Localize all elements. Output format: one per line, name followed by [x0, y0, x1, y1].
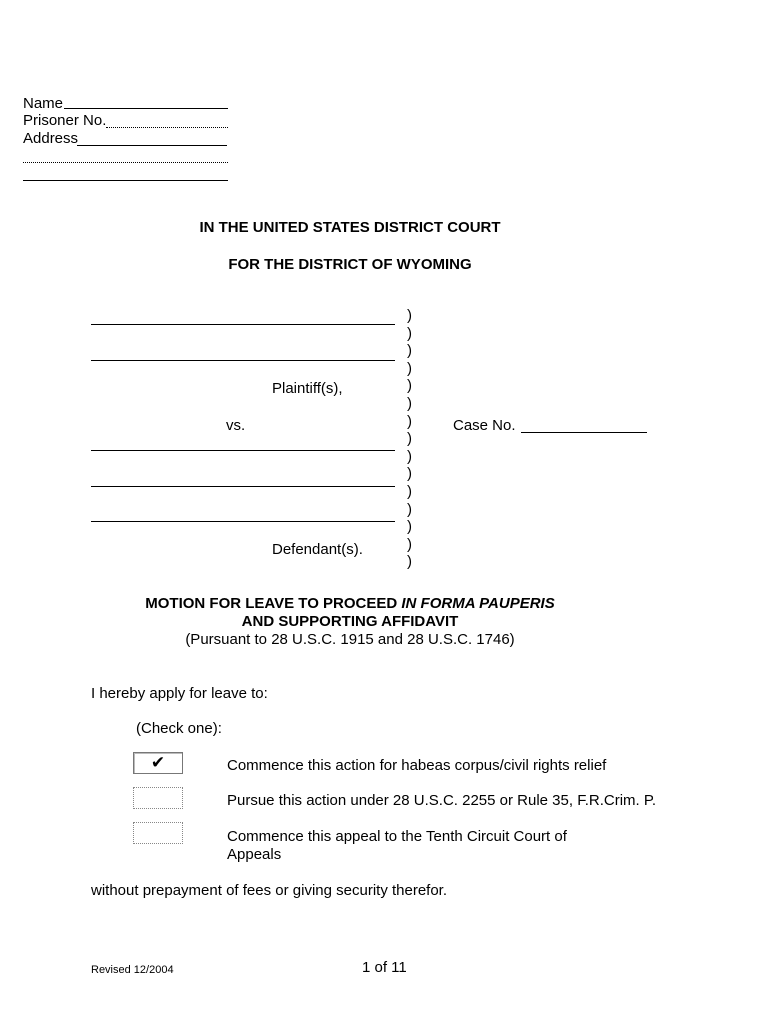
check-one-text: (Check one):: [136, 720, 222, 737]
motion-subtitle: AND SUPPORTING AFFIDAVIT: [241, 613, 459, 630]
motion-title: [0, 595, 700, 613]
caption-parenthesis: ): [407, 500, 412, 518]
option-label-3-line-2: Appeals: [227, 846, 282, 863]
motion-title-prefix: MOTION FOR LEAVE TO PROCEED: [145, 595, 402, 612]
court-district: FOR THE DISTRICT OF WYOMING: [228, 256, 472, 273]
statute-reference: (Pursuant to 28 U.S.C. 1915 and 28 U.S.C. 1746): [185, 631, 515, 648]
option-label-2: Pursue this action under 28 U.S.C. 2255 or Rule 35, F.R.Crim. P.: [227, 792, 657, 809]
caption-parenthesis: ): [407, 324, 412, 342]
caption-parenthesis: ): [407, 342, 412, 360]
caption-parenthesis: ): [407, 412, 412, 430]
name-label: Name: [23, 95, 64, 112]
prisoner-number-label: Prisoner No.: [23, 112, 107, 129]
apply-text: I hereby apply for leave to:: [91, 685, 268, 702]
page-number: 1 of 11: [362, 959, 407, 976]
caption-parenthesis: ): [407, 395, 412, 412]
option-label-3-line-1: Commence this appeal to the Tenth Circuit Court of: [227, 828, 567, 845]
defendant-line-1[interactable]: [91, 450, 395, 451]
caption-parenthesis: ): [407, 377, 412, 395]
option-checkbox-2[interactable]: [133, 787, 183, 809]
prisoner-number-field[interactable]: [106, 127, 228, 128]
revised-date: Revised 12/2004: [91, 964, 174, 976]
motion-title-italic: IN FORMA PAUPERIS: [401, 595, 555, 612]
address-label: Address: [23, 130, 79, 147]
plaintiff-line-2[interactable]: [91, 360, 395, 361]
caption-parenthesis: ): [407, 553, 412, 571]
check-mark-icon: ✔: [150, 753, 166, 772]
defendant-line-3[interactable]: [91, 521, 395, 522]
caption-parenthesis: ): [407, 307, 412, 324]
option-checkbox-1[interactable]: [133, 752, 183, 774]
court-title: IN THE UNITED STATES DISTRICT COURT: [199, 219, 501, 236]
caption-parenthesis: ): [407, 465, 412, 483]
option-label-1: Commence this action for habeas corpus/civil rights relief: [227, 757, 607, 774]
without-prepayment-text: without prepayment of fees or giving security therefor.: [91, 882, 448, 899]
defendant-label: Defendant(s).: [272, 541, 363, 558]
vs-label: vs.: [226, 417, 246, 434]
caption-parenthesis: ): [407, 359, 412, 377]
case-number-label: Case No.: [453, 417, 516, 434]
address-field-line-2[interactable]: [23, 162, 228, 163]
plaintiff-label: Plaintiff(s),: [272, 380, 343, 397]
option-checkbox-3[interactable]: [133, 822, 183, 844]
name-field[interactable]: [64, 108, 228, 109]
caption-parenthesis: ): [407, 483, 412, 500]
address-field-line-1[interactable]: [77, 145, 227, 146]
caption-parenthesis: ): [407, 518, 412, 536]
plaintiff-line-1[interactable]: [91, 324, 395, 325]
address-field-line-3[interactable]: [23, 180, 228, 181]
defendant-line-2[interactable]: [91, 486, 395, 487]
case-number-field[interactable]: [521, 432, 647, 433]
caption-parenthesis: ): [407, 447, 412, 465]
caption-parenthesis: ): [407, 535, 412, 553]
caption-parenthesis: ): [407, 430, 412, 448]
